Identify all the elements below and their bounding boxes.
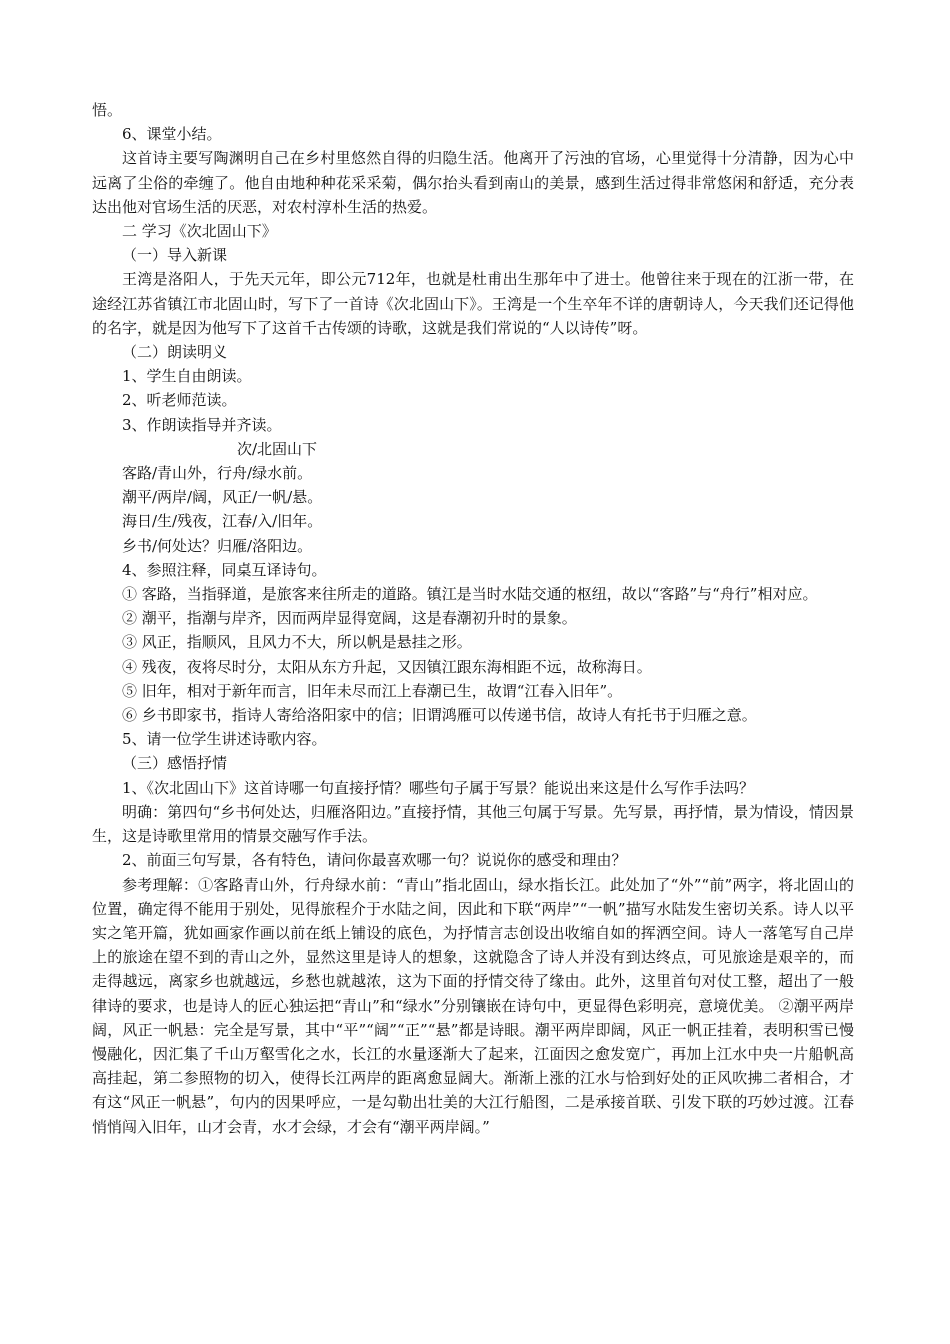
annotation-item: ④ 残夜，夜将尽时分，太阳从东方升起，又因镇江跟东海相距不远，故称海日。: [122, 657, 652, 676]
annotation-item: ⑤ 旧年，相对于新年而言，旧年未尽而江上春潮已生，故谓“江春入旧年”。: [122, 681, 623, 700]
subsection-heading: （二）朗读明义: [122, 343, 228, 362]
annotation-item: ① 客路，当指驿道，是旅客来往所走的道路。镇江是当时水陆交通的枢纽，故以“客路”与“舟行”相对应。: [122, 585, 818, 604]
subsection-heading: （三）感悟抒情: [122, 754, 228, 773]
poem-line: 乡书/何处达？归雁/洛阳边。: [122, 536, 313, 555]
section-heading-summary: 6、课堂小结。: [122, 125, 222, 144]
list-item: 1、学生自由朗读。: [122, 367, 252, 386]
answer-paragraph: 参考理解：①客路青山外，行舟绿水前：“青山”指北固山，绿水指长江。此处加了“外”“前”两字，将北固山的位置，确定得不能用于别处，见得旅程介于水陆之间，因此和下联“两岸”“一帆”描写水陆发生密切关系。诗人以平实之笔开篇，犹如画家作画以前在纸上铺设的底色，为抒情言志创设出收缩自如的挥洒空间。诗人一落笔写自己岸上的旅途在望不到的青山之外，显然这里是诗人的想象，这就隐含了诗人并没有到达终点，可见旅途是艰辛的，而走得越远，离家乡也就越远，乡愁也就越浓，这为下面的抒情交待了缘由。此外，这里首句对仗工整，超出了一般律诗的要求，也是诗人的匠心独运把“青山”和“绿水”分别镶嵌在诗句中，更显得色彩明亮，意境优美。 ②潮平两岸阔，风正一帆悬：完全是写景，其中“平”“阔”“正”“悬”都是诗眼。潮平两岸即阔，风正一帆正挂着，表明积雪已慢慢融化，因汇集了千山万壑雪化之水，长江的水量逐渐大了起来，江面因之愈发宽广，再加上江水中央一片船帆高高挂起，第二参照物的切入，使得长江两岸的距离愈显阔大。渐渐上涨的江水与恰到好处的正风吹拂二者相合，才有这“风正一帆悬”，句内的因果呼应，一是勾勒出壮美的大江行船图，二是承接首联、引发下联的巧妙过渡。江春悄悄闯入旧年，山才会青，水才会绿，才会有“潮平两岸阔。”: [92, 875, 854, 1136]
list-item: 2、听老师范读。: [122, 391, 237, 410]
answer-paragraph: 明确：第四句“乡书何处达，归雁洛阳边。”直接抒情，其他三句属于写景。先写景，再抒情，景为情设，情因景生，这是诗歌里常用的情景交融写作手法。: [92, 802, 854, 846]
poem-line: 客路/青山外，行舟/绿水前。: [122, 464, 313, 483]
section-heading: 二 学习《次北固山下》: [122, 222, 277, 241]
annotation-item: ② 潮平，指潮与岸齐，因而两岸显得宽阔，这是春潮初升时的景象。: [122, 609, 577, 628]
list-item: 4、参照注释，同桌互译诗句。: [122, 560, 327, 579]
question-item: 2、前面三句写景，各有特色，请问你最喜欢哪一句？说说你的感受和理由？: [122, 851, 627, 870]
paragraph: 悟。: [92, 101, 123, 119]
annotation-item: ③ 风正，指顺风，且风力不大，所以帆是悬挂之形。: [122, 633, 472, 652]
question-item: 1、《次北固山下》这首诗哪一句直接抒情？哪些句子属于写景？能说出来这是什么写作手法吗？: [122, 778, 755, 797]
poem-title: 次/北固山下: [237, 439, 318, 458]
document-page: [92, 98, 854, 1139]
annotation-item: ⑥ 乡书即家书，指诗人寄给洛阳家中的信；旧谓鸿雁可以传递书信，故诗人有托书于归雁之意。: [122, 706, 757, 725]
list-item: 5、请一位学生讲述诗歌内容。: [122, 730, 327, 749]
paragraph: 王湾是洛阳人，于先天元年，即公元712年，也就是杜甫出生那年中了进士。他曾往来于现在的江浙一带，在途经江苏省镇江市北固山时，写下了一首诗《次北固山下》。王湾是一个生卒年不详的唐朝诗人，今天我们还记得他的名字，就是因为他写下了这首千古传颂的诗歌，这就是我们常说的“人以诗传”呀。: [92, 270, 854, 337]
subsection-heading: （一）导入新课: [122, 246, 228, 265]
poem-line: 潮平/两岸/阔，风正/一帆/悬。: [122, 488, 323, 507]
poem-line: 海日/生/残夜，江春/入/旧年。: [122, 512, 323, 531]
list-item: 3、作朗读指导并齐读。: [122, 415, 282, 434]
paragraph: 这首诗主要写陶渊明自己在乡村里悠然自得的归隐生活。他离开了污浊的官场，心里觉得十分清静，因为心中远离了尘俗的牵缠了。他自由地种种花采采菊，偶尔抬头看到南山的美景，感到生活过得非常悠闲和舒适，充分表达出他对官场生活的厌恶，对农村淳朴生活的热爱。: [92, 149, 854, 216]
